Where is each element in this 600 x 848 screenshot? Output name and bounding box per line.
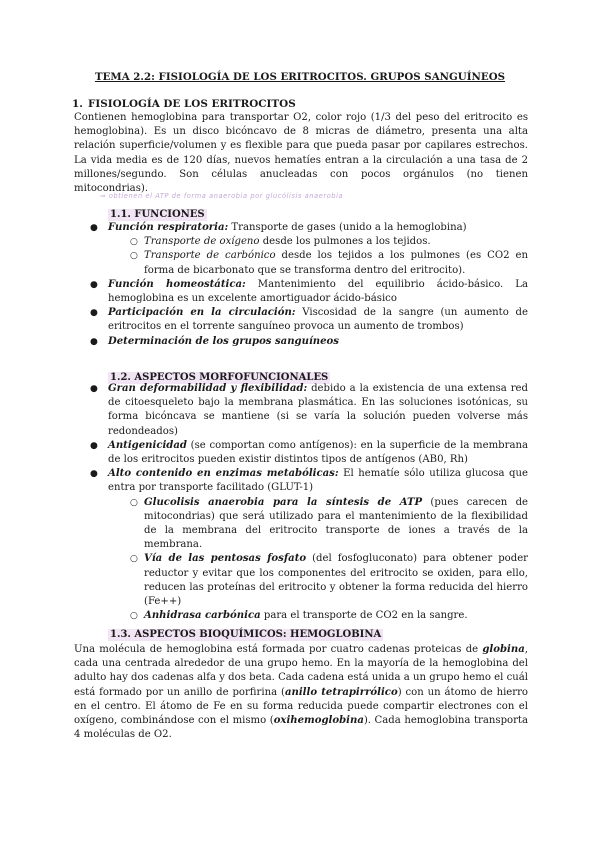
item-text: (se comportan como antígenos): en la superficie de la membrana de los eritrocitos pueden existir distintos tipos de antígenos (AB0, Rh): [108, 439, 528, 466]
circle-bullet-icon: ○: [130, 554, 138, 565]
item-term: Antigenicidad: [108, 439, 187, 451]
paragraph-text: Una molécula de hemoglobina está formada por cuatro cadenas proteicas de: [74, 644, 483, 655]
item-term: Gran deformabilidad y flexibilidad:: [108, 383, 308, 394]
subitem-term: Glucolisis anaerobia para la síntesis de ATP: [144, 496, 423, 508]
item-term: Determinación de los grupos sanguíneos: [108, 335, 339, 347]
term-globina: globina: [482, 644, 525, 655]
list-item: [74, 221, 528, 235]
circle-bullet-icon: ○: [130, 611, 138, 622]
bullet-icon: ●: [90, 440, 98, 451]
circle-bullet-icon: ○: [130, 251, 138, 262]
item-text: El hematíe sólo utiliza glucosa que entra por transporte facilitado (GLUT-1): [108, 468, 528, 494]
list-subitem: [74, 609, 528, 623]
list-subitem: [74, 552, 528, 609]
term-anillo: anillo tetrapirrólico: [284, 686, 398, 698]
list-subitem: [74, 235, 528, 249]
subitem-term: Anhidrasa carbónica: [144, 610, 261, 622]
item-term: Función respiratoria:: [108, 222, 229, 233]
circle-bullet-icon: ○: [130, 237, 138, 248]
list-subitem: [74, 496, 528, 553]
bullet-icon: ●: [90, 384, 98, 394]
subitem-term: Vía de las pentosas fosfato: [144, 553, 307, 565]
subitem-text: desde los tejidos a los pulmones (es CO2 en forma de bicarbonato que se transforma dentro del eritrocito).: [144, 250, 529, 276]
list-item: [74, 335, 528, 349]
bullet-icon: ●: [90, 336, 98, 347]
term-oxihemoglobina: oxihemoglobina: [273, 715, 364, 727]
item-text: Viscosidad de la sangre (un aumento de eritrocitos en el torrente sanguíneo provoca un aumento de trombos): [108, 307, 528, 333]
paragraph-text: ). Cada hemoglobina transporta 4 moléculas de O2.: [74, 715, 529, 741]
section-heading: [72, 98, 296, 110]
list-item: [74, 439, 528, 467]
section-number: 1.: [72, 98, 83, 110]
subitem-text: (del fosfogluconato) para obtener poder reductor y evitar que los componentes del eritrocito se oxiden, para ello, reducen las proteínas del eritrocito y obtener la forma reducida del hierro (Fe++): [144, 553, 528, 608]
handwritten-note: ⇒ obtienen el ATP de forma anaerobia por glucólisis anaerobia: [100, 192, 344, 200]
list-subitem: [74, 249, 528, 277]
paragraph-text: , cada una centrada alrededor de una grupo hemo. En la mayoría de la hemoglobina del adulto hay dos cadenas alfa y dos beta. Cada cadena está unida a un grupo hemo el cuál está formado por un anillo de porfirina (: [74, 644, 528, 698]
bullet-icon: ●: [90, 223, 98, 233]
funciones-list: [74, 221, 528, 349]
paragraph-text: ) con un átomo de hierro en el centro. El átomo de Fe en su forma reducida puede compartir electrones con el oxígeno, combinándose con el mismo (: [74, 686, 528, 727]
list-item: [74, 467, 528, 495]
subitem-text: para el transporte de CO2 en la sangre.: [260, 610, 468, 622]
subsection-heading-morfo: 1.2. ASPECTOS MORFOFUNCIONALES: [110, 372, 329, 383]
subitem-term: Transporte de carbónico: [144, 250, 276, 262]
item-text: Transporte de gases (unido a la hemoglobina): [228, 222, 467, 233]
document-title: TEMA 2.2: FISIOLOGÍA DE LOS ERITROCITOS. GRUPOS SANGUÍNEOS: [94, 71, 506, 83]
subsection-heading-bioq: 1.3. ASPECTOS BIOQUÍMICOS: HEMOGLOBINA: [110, 629, 382, 640]
hemoglobina-paragraph: [74, 643, 528, 742]
item-text: Mantenimiento del equilibrio ácido-básico. La hemoglobina es un excelente amortiguador ácido-básico: [108, 278, 528, 305]
item-term: Alto contenido en enzimas metabólicas:: [108, 468, 339, 480]
circle-bullet-icon: ○: [130, 497, 138, 508]
subitem-text: (pues carecen de mitocondrias) que será utilizado para el mantenimiento de la flexibilidad de la membrana del eritrocito transporte de iones a través de la membrana.: [144, 496, 529, 551]
list-item: [74, 278, 528, 306]
item-term: Participación en la circulación:: [108, 307, 296, 319]
list-item: [74, 382, 528, 439]
bullet-icon: ●: [90, 308, 98, 319]
bullet-icon: ●: [90, 279, 98, 290]
morfo-list: [74, 382, 528, 623]
subsection-heading-funciones: 1.1. FUNCIONES: [110, 209, 205, 220]
intro-paragraph: Contienen hemoglobina para transportar O2, color rojo (1/3 del peso del eritrocito es hemoglobina). Es un disco bicóncavo de 8 micras de diámetro, presenta una alta relación superficie/volumen y es flexible para que pueda pasar por capilares estrechos. La vida media es de 120 días, nuevos hematíes entran a la circulación a una tasa de 2 millones/segundo. Son células anucleadas con pocos orgánulos (no tienen mitocondrias).: [74, 112, 528, 195]
list-item: [74, 306, 528, 334]
subitem-term: Transporte de oxígeno: [144, 236, 260, 248]
item-term: Función homeostática:: [108, 278, 246, 290]
bullet-icon: ●: [90, 469, 98, 480]
section-heading-text: FISIOLOGÍA DE LOS ERITROCITOS: [88, 98, 296, 110]
subitem-text: desde los pulmones a los tejidos.: [259, 236, 431, 248]
item-text: debido a la existencia de una extensa red de citoesqueleto bajo la membrana plasmática. En las soluciones isotónicas, su forma bicóncava se mantiene (si se varía la solución pueden volverse más redondeados): [108, 383, 528, 437]
